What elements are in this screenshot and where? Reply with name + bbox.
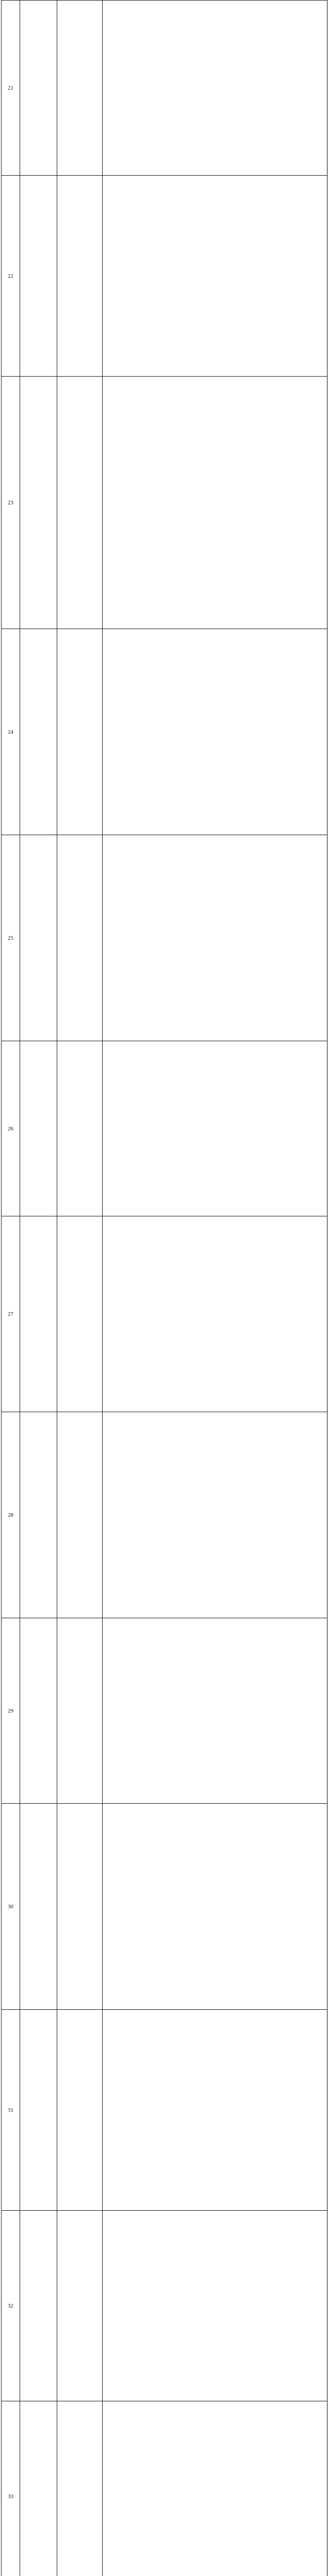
patent-title bbox=[57, 1, 103, 176]
row-number: 22 bbox=[2, 176, 20, 377]
patent-abstract bbox=[103, 2401, 327, 2576]
patent-title bbox=[57, 2401, 103, 2576]
patent-number bbox=[20, 1216, 57, 1412]
table-row bbox=[2, 1041, 327, 1216]
patent-abstract bbox=[103, 1, 327, 176]
patent-number bbox=[20, 377, 57, 629]
patent-abstract bbox=[103, 835, 327, 1041]
table-row bbox=[2, 1618, 327, 1804]
patent-number bbox=[20, 1041, 57, 1216]
patent-title bbox=[57, 629, 103, 835]
patent-abstract bbox=[103, 2211, 327, 2401]
patent-number bbox=[20, 629, 57, 835]
patent-number bbox=[20, 1618, 57, 1804]
patent-title bbox=[57, 835, 103, 1041]
table-row bbox=[2, 1, 327, 176]
table-row bbox=[2, 629, 327, 835]
row-number: 28 bbox=[2, 1412, 20, 1618]
patent-abstract bbox=[103, 1412, 327, 1618]
table-row bbox=[2, 377, 327, 629]
patent-number bbox=[20, 2211, 57, 2401]
patent-title bbox=[57, 1216, 103, 1412]
row-number: 30 bbox=[2, 1804, 20, 2010]
patent-table bbox=[1, 0, 327, 2576]
patent-abstract bbox=[103, 2010, 327, 2211]
row-number: 31 bbox=[2, 2010, 20, 2211]
patent-title bbox=[57, 1412, 103, 1618]
patent-title bbox=[57, 176, 103, 377]
patent-table-body bbox=[2, 1, 327, 2576]
table-row bbox=[2, 2401, 327, 2576]
patent-number bbox=[20, 835, 57, 1041]
patent-title bbox=[57, 2211, 103, 2401]
patent-title bbox=[57, 1618, 103, 1804]
patent-title bbox=[57, 1804, 103, 2010]
table-row bbox=[2, 1804, 327, 2010]
patent-number bbox=[20, 176, 57, 377]
table-row bbox=[2, 2211, 327, 2401]
patent-title bbox=[57, 1041, 103, 1216]
row-number: 23 bbox=[2, 377, 20, 629]
patent-number bbox=[20, 1, 57, 176]
patent-abstract bbox=[103, 1804, 327, 2010]
patent-number bbox=[20, 1412, 57, 1618]
patent-title bbox=[57, 2010, 103, 2211]
patent-number bbox=[20, 1804, 57, 2010]
row-number: 25 bbox=[2, 835, 20, 1041]
row-number: 27 bbox=[2, 1216, 20, 1412]
row-number: 29 bbox=[2, 1618, 20, 1804]
patent-title bbox=[57, 377, 103, 629]
patent-abstract bbox=[103, 377, 327, 629]
patent-abstract bbox=[103, 176, 327, 377]
row-number: 24 bbox=[2, 629, 20, 835]
patent-number bbox=[20, 2401, 57, 2576]
patent-number bbox=[20, 2010, 57, 2211]
row-number: 32 bbox=[2, 2211, 20, 2401]
patent-abstract bbox=[103, 1618, 327, 1804]
patent-abstract bbox=[103, 629, 327, 835]
row-number: 21 bbox=[2, 1, 20, 176]
row-number: 33 bbox=[2, 2401, 20, 2576]
table-row bbox=[2, 1412, 327, 1618]
patent-table-page bbox=[1, 0, 327, 2576]
table-row bbox=[2, 835, 327, 1041]
patent-abstract bbox=[103, 1041, 327, 1216]
patent-abstract bbox=[103, 1216, 327, 1412]
table-row bbox=[2, 1216, 327, 1412]
table-row bbox=[2, 176, 327, 377]
table-row bbox=[2, 2010, 327, 2211]
row-number: 26 bbox=[2, 1041, 20, 1216]
